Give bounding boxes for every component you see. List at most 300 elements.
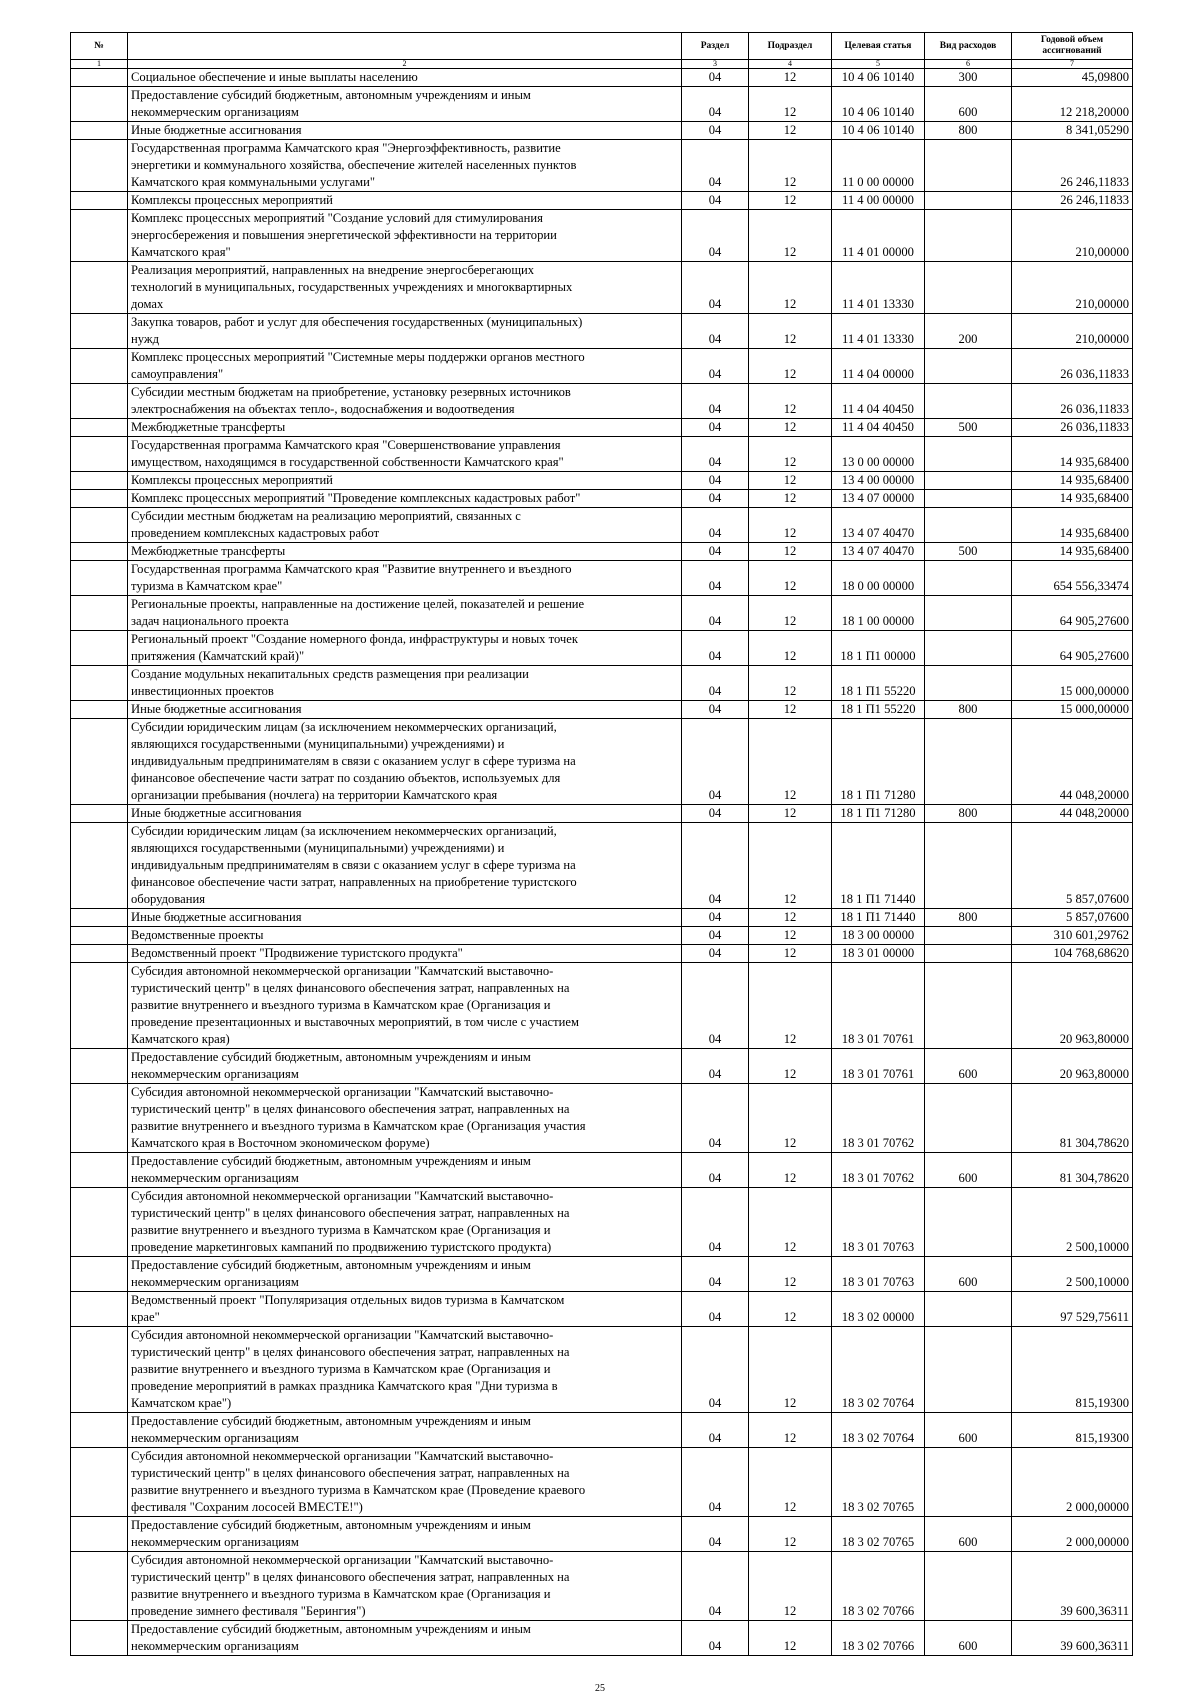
table-row (71, 262, 1133, 314)
subsection-cell: 12 (749, 490, 832, 508)
section-cell: 04 (682, 1049, 749, 1084)
header-annual-volume: Годовой объем ассигнований (1012, 33, 1133, 60)
item-name-cell: Иные бюджетные ассигнования (128, 122, 682, 140)
amount-cell: 14 935,68400 (1012, 543, 1133, 561)
row-number-cell (71, 1084, 128, 1153)
budget-allocation-table (70, 32, 1133, 1656)
table-row (71, 1448, 1133, 1517)
subsection-cell: 12 (749, 384, 832, 419)
item-name-cell: Межбюджетные трансферты (128, 419, 682, 437)
expense-type-cell (925, 1188, 1012, 1257)
amount-cell: 14 935,68400 (1012, 437, 1133, 472)
subsection-cell: 12 (749, 472, 832, 490)
table-row (71, 69, 1133, 87)
row-number-cell (71, 122, 128, 140)
target-article-cell: 18 1 П1 71280 (832, 719, 925, 805)
row-number-cell (71, 140, 128, 192)
row-number-cell (71, 508, 128, 543)
section-cell: 04 (682, 87, 749, 122)
table-row (71, 823, 1133, 909)
subsection-cell: 12 (749, 543, 832, 561)
amount-cell: 64 905,27600 (1012, 631, 1133, 666)
amount-cell: 81 304,78620 (1012, 1153, 1133, 1188)
amount-cell: 2 500,10000 (1012, 1188, 1133, 1257)
expense-type-cell (925, 1327, 1012, 1413)
target-article-cell: 13 4 00 00000 (832, 472, 925, 490)
expense-type-cell: 600 (925, 1517, 1012, 1552)
row-number-cell (71, 666, 128, 701)
section-cell: 04 (682, 631, 749, 666)
expense-type-cell: 200 (925, 314, 1012, 349)
target-article-cell: 10 4 06 10140 (832, 69, 925, 87)
expense-type-cell: 600 (925, 1257, 1012, 1292)
subsection-cell: 12 (749, 122, 832, 140)
subsection-cell: 12 (749, 1552, 832, 1621)
item-name-cell: Государственная программа Камчатского края "Энергоэффективность, развитие энергетики и коммунального хозяйства, обеспечение жителей населенных пунктов Камчатского края коммунальными услугами" (128, 140, 682, 192)
header-section: Раздел (682, 33, 749, 60)
target-article-cell: 18 3 02 70764 (832, 1327, 925, 1413)
item-name-cell: Субсидии юридическим лицам (за исключением некоммерческих организаций, являющихся государственными (муниципальными) учреждениями) и индивидуальным предпринимателям в связи с оказанием услуг в сфере туризма на финансовое обеспечение части затрат по созданию объектов, используемых для организации пребывания (ночлега) на территории Камчатского края (128, 719, 682, 805)
target-article-cell: 18 3 01 70763 (832, 1188, 925, 1257)
subsection-cell: 12 (749, 719, 832, 805)
section-cell: 04 (682, 262, 749, 314)
amount-cell: 12 218,20000 (1012, 87, 1133, 122)
target-article-cell: 18 3 02 70766 (832, 1621, 925, 1656)
amount-cell: 5 857,07600 (1012, 823, 1133, 909)
row-number-cell (71, 596, 128, 631)
item-name-cell: Субсидия автономной некоммерческой организации "Камчатский выставочно- туристический центр" в целях финансового обеспечения затрат, направленных на развитие внутреннего и въездного туризма в Камчатском крае (Организация и проведение презентационных и выставочных мероприятий, в том числе с участием Камчатского края) (128, 963, 682, 1049)
item-name-cell: Комплексы процессных мероприятий (128, 192, 682, 210)
amount-cell: 64 905,27600 (1012, 596, 1133, 631)
subsection-cell: 12 (749, 1188, 832, 1257)
item-name-cell: Субсидия автономной некоммерческой организации "Камчатский выставочно- туристический центр" в целях финансового обеспечения затрат, направленных на развитие внутреннего и въездного туризма в Камчатском крае (Организация и проведение маркетинговых кампаний по продвижению туристского продукта) (128, 1188, 682, 1257)
expense-type-cell (925, 472, 1012, 490)
target-article-cell: 11 4 01 13330 (832, 314, 925, 349)
section-cell: 04 (682, 945, 749, 963)
item-name-cell: Субсидии местным бюджетам на приобретение, установку резервных источников электроснабжения на объектах тепло-, водоснабжения и водоотведения (128, 384, 682, 419)
row-number-cell (71, 1448, 128, 1517)
target-article-cell: 18 1 П1 71440 (832, 909, 925, 927)
amount-cell: 97 529,75611 (1012, 1292, 1133, 1327)
row-number-cell (71, 927, 128, 945)
amount-cell: 5 857,07600 (1012, 909, 1133, 927)
table-row (71, 384, 1133, 419)
expense-type-cell (925, 192, 1012, 210)
target-article-cell: 11 4 04 00000 (832, 349, 925, 384)
section-cell: 04 (682, 490, 749, 508)
subsection-cell: 12 (749, 805, 832, 823)
item-name-cell: Региональный проект "Создание номерного фонда, инфраструктуры и новых точек притяжения (Камчатский край)" (128, 631, 682, 666)
amount-cell: 2 000,00000 (1012, 1517, 1133, 1552)
item-name-cell: Реализация мероприятий, направленных на внедрение энергосберегающих технологий в муниципальных, государственных учреждениях и многоквартирных домах (128, 262, 682, 314)
amount-cell: 44 048,20000 (1012, 719, 1133, 805)
row-number-cell (71, 1292, 128, 1327)
amount-cell: 26 036,11833 (1012, 384, 1133, 419)
target-article-cell: 11 4 01 00000 (832, 210, 925, 262)
section-cell: 04 (682, 1517, 749, 1552)
row-number-cell (71, 472, 128, 490)
section-cell: 04 (682, 561, 749, 596)
table-row (71, 349, 1133, 384)
item-name-cell: Комплексы процессных мероприятий (128, 472, 682, 490)
amount-cell: 20 963,80000 (1012, 963, 1133, 1049)
target-article-cell: 18 3 02 70765 (832, 1448, 925, 1517)
expense-type-cell (925, 666, 1012, 701)
table-row (71, 631, 1133, 666)
amount-cell: 44 048,20000 (1012, 805, 1133, 823)
expense-type-cell (925, 561, 1012, 596)
subsection-cell: 12 (749, 1084, 832, 1153)
item-name-cell: Предоставление субсидий бюджетным, автономным учреждениям и иным некоммерческим организациям (128, 1049, 682, 1084)
item-name-cell: Комплекс процессных мероприятий "Проведение комплексных кадастровых работ" (128, 490, 682, 508)
expense-type-cell: 800 (925, 909, 1012, 927)
subsection-cell: 12 (749, 1448, 832, 1517)
row-number-cell (71, 1153, 128, 1188)
col-number: 4 (749, 60, 832, 69)
expense-type-cell (925, 945, 1012, 963)
expense-type-cell: 800 (925, 122, 1012, 140)
subsection-cell: 12 (749, 631, 832, 666)
expense-type-cell (925, 631, 1012, 666)
table-row (71, 508, 1133, 543)
subsection-cell: 12 (749, 927, 832, 945)
table-row (71, 1049, 1133, 1084)
table-row (71, 963, 1133, 1049)
table-row (71, 1153, 1133, 1188)
row-number-cell (71, 631, 128, 666)
header-name (128, 33, 682, 60)
subsection-cell: 12 (749, 210, 832, 262)
table-row (71, 1188, 1133, 1257)
subsection-cell: 12 (749, 87, 832, 122)
expense-type-cell: 600 (925, 1621, 1012, 1656)
table-row (71, 192, 1133, 210)
expense-type-cell: 800 (925, 805, 1012, 823)
col-number: 7 (1012, 60, 1133, 69)
header-subsection: Подраздел (749, 33, 832, 60)
table-row (71, 490, 1133, 508)
table-row (71, 472, 1133, 490)
section-cell: 04 (682, 963, 749, 1049)
table-row (71, 122, 1133, 140)
table-row (71, 419, 1133, 437)
col-number: 3 (682, 60, 749, 69)
amount-cell: 14 935,68400 (1012, 472, 1133, 490)
amount-cell: 815,19300 (1012, 1413, 1133, 1448)
amount-cell: 15 000,00000 (1012, 666, 1133, 701)
subsection-cell: 12 (749, 945, 832, 963)
table-row (71, 1621, 1133, 1656)
section-cell: 04 (682, 1292, 749, 1327)
table-row (71, 543, 1133, 561)
target-article-cell: 18 1 П1 71440 (832, 823, 925, 909)
item-name-cell: Предоставление субсидий бюджетным, автономным учреждениям и иным некоммерческим организациям (128, 87, 682, 122)
expense-type-cell (925, 1292, 1012, 1327)
column-number-row (71, 60, 1133, 69)
row-number-cell (71, 805, 128, 823)
amount-cell: 26 246,11833 (1012, 192, 1133, 210)
target-article-cell: 11 4 04 40450 (832, 419, 925, 437)
row-number-cell (71, 909, 128, 927)
row-number-cell (71, 384, 128, 419)
section-cell: 04 (682, 508, 749, 543)
row-number-cell (71, 1257, 128, 1292)
col-number: 2 (128, 60, 682, 69)
row-number-cell (71, 945, 128, 963)
table-row (71, 909, 1133, 927)
subsection-cell: 12 (749, 1621, 832, 1656)
section-cell: 04 (682, 909, 749, 927)
amount-cell: 39 600,36311 (1012, 1552, 1133, 1621)
expense-type-cell: 600 (925, 1049, 1012, 1084)
section-cell: 04 (682, 1413, 749, 1448)
section-cell: 04 (682, 805, 749, 823)
target-article-cell: 11 4 00 00000 (832, 192, 925, 210)
item-name-cell: Предоставление субсидий бюджетным, автономным учреждениям и иным некоммерческим организациям (128, 1413, 682, 1448)
row-number-cell (71, 262, 128, 314)
item-name-cell: Предоставление субсидий бюджетным, автономным учреждениям и иным некоммерческим организациям (128, 1621, 682, 1656)
target-article-cell: 18 3 01 00000 (832, 945, 925, 963)
table-row (71, 666, 1133, 701)
expense-type-cell: 300 (925, 69, 1012, 87)
item-name-cell: Иные бюджетные ассигнования (128, 805, 682, 823)
section-cell: 04 (682, 596, 749, 631)
section-cell: 04 (682, 122, 749, 140)
row-number-cell (71, 1621, 128, 1656)
item-name-cell: Социальное обеспечение и иные выплаты населению (128, 69, 682, 87)
table-row (71, 437, 1133, 472)
expense-type-cell (925, 508, 1012, 543)
expense-type-cell (925, 719, 1012, 805)
table-row (71, 1257, 1133, 1292)
section-cell: 04 (682, 666, 749, 701)
expense-type-cell (925, 927, 1012, 945)
subsection-cell: 12 (749, 192, 832, 210)
table-row (71, 1292, 1133, 1327)
section-cell: 04 (682, 69, 749, 87)
table-body (71, 69, 1133, 1656)
subsection-cell: 12 (749, 666, 832, 701)
table-row (71, 140, 1133, 192)
table-row (71, 1517, 1133, 1552)
row-number-cell (71, 719, 128, 805)
expense-type-cell (925, 963, 1012, 1049)
subsection-cell: 12 (749, 1413, 832, 1448)
row-number-cell (71, 1552, 128, 1621)
expense-type-cell: 600 (925, 1153, 1012, 1188)
item-name-cell: Создание модульных некапитальных средств размещения при реализации инвестиционных проектов (128, 666, 682, 701)
amount-cell: 654 556,33474 (1012, 561, 1133, 596)
target-article-cell: 11 4 04 40450 (832, 384, 925, 419)
expense-type-cell (925, 349, 1012, 384)
amount-cell: 39 600,36311 (1012, 1621, 1133, 1656)
table-row (71, 1413, 1133, 1448)
item-name-cell: Предоставление субсидий бюджетным, автономным учреждениям и иным некоммерческим организациям (128, 1517, 682, 1552)
subsection-cell: 12 (749, 1517, 832, 1552)
subsection-cell: 12 (749, 561, 832, 596)
row-number-cell (71, 314, 128, 349)
target-article-cell: 13 0 00 00000 (832, 437, 925, 472)
row-number-cell (71, 1517, 128, 1552)
target-article-cell: 11 0 00 00000 (832, 140, 925, 192)
target-article-cell: 13 4 07 40470 (832, 508, 925, 543)
table-row (71, 596, 1133, 631)
expense-type-cell: 600 (925, 1413, 1012, 1448)
target-article-cell: 18 1 П1 55220 (832, 701, 925, 719)
amount-cell: 2 500,10000 (1012, 1257, 1133, 1292)
item-name-cell: Субсидия автономной некоммерческой организации "Камчатский выставочно- туристический центр" в целях финансового обеспечения затрат, направленных на развитие внутреннего и въездного туризма в Камчатском крае (Организация и проведение мероприятий в рамках праздника Камчатского края "Дни туризма в Камчатском крае") (128, 1327, 682, 1413)
section-cell: 04 (682, 1257, 749, 1292)
target-article-cell: 11 4 01 13330 (832, 262, 925, 314)
item-name-cell: Иные бюджетные ассигнования (128, 701, 682, 719)
col-number: 5 (832, 60, 925, 69)
amount-cell: 14 935,68400 (1012, 490, 1133, 508)
section-cell: 04 (682, 314, 749, 349)
amount-cell: 14 935,68400 (1012, 508, 1133, 543)
section-cell: 04 (682, 1084, 749, 1153)
row-number-cell (71, 1188, 128, 1257)
row-number-cell (71, 192, 128, 210)
row-number-cell (71, 87, 128, 122)
table-header (71, 33, 1133, 69)
row-number-cell (71, 823, 128, 909)
subsection-cell: 12 (749, 140, 832, 192)
section-cell: 04 (682, 384, 749, 419)
table-row (71, 561, 1133, 596)
header-num: № (71, 33, 128, 60)
amount-cell: 26 036,11833 (1012, 419, 1133, 437)
target-article-cell: 13 4 07 40470 (832, 543, 925, 561)
section-cell: 04 (682, 543, 749, 561)
subsection-cell: 12 (749, 596, 832, 631)
section-cell: 04 (682, 719, 749, 805)
section-cell: 04 (682, 1153, 749, 1188)
item-name-cell: Предоставление субсидий бюджетным, автономным учреждениям и иным некоммерческим организациям (128, 1153, 682, 1188)
section-cell: 04 (682, 192, 749, 210)
section-cell: 04 (682, 210, 749, 262)
row-number-cell (71, 561, 128, 596)
subsection-cell: 12 (749, 1292, 832, 1327)
row-number-cell (71, 1413, 128, 1448)
page-number: 25 (595, 1683, 605, 1694)
target-article-cell: 18 3 02 00000 (832, 1292, 925, 1327)
row-number-cell (71, 419, 128, 437)
amount-cell: 210,00000 (1012, 314, 1133, 349)
subsection-cell: 12 (749, 1049, 832, 1084)
item-name-cell: Субсидия автономной некоммерческой организации "Камчатский выставочно- туристический центр" в целях финансового обеспечения затрат, направленных на развитие внутреннего и въездного туризма в Камчатском крае (Проведение краевого фестиваля "Сохраним лососей ВМЕСТЕ!") (128, 1448, 682, 1517)
row-number-cell (71, 1049, 128, 1084)
item-name-cell: Предоставление субсидий бюджетным, автономным учреждениям и иным некоммерческим организациям (128, 1257, 682, 1292)
subsection-cell: 12 (749, 823, 832, 909)
subsection-cell: 12 (749, 963, 832, 1049)
table-row (71, 210, 1133, 262)
row-number-cell (71, 210, 128, 262)
subsection-cell: 12 (749, 437, 832, 472)
budget-table-container (70, 32, 1132, 1656)
target-article-cell: 10 4 06 10140 (832, 87, 925, 122)
section-cell: 04 (682, 140, 749, 192)
subsection-cell: 12 (749, 1257, 832, 1292)
item-name-cell: Иные бюджетные ассигнования (128, 909, 682, 927)
item-name-cell: Субсидии местным бюджетам на реализацию мероприятий, связанных с проведением комплексных кадастровых работ (128, 508, 682, 543)
subsection-cell: 12 (749, 701, 832, 719)
target-article-cell: 18 3 02 70764 (832, 1413, 925, 1448)
target-article-cell: 18 1 00 00000 (832, 596, 925, 631)
header-target-article: Целевая статья (832, 33, 925, 60)
expense-type-cell: 500 (925, 419, 1012, 437)
table-row (71, 1327, 1133, 1413)
expense-type-cell: 500 (925, 543, 1012, 561)
item-name-cell: Государственная программа Камчатского края "Совершенствование управления имуществом, находящимся в государственной собственности Камчатского края" (128, 437, 682, 472)
expense-type-cell (925, 1084, 1012, 1153)
subsection-cell: 12 (749, 508, 832, 543)
item-name-cell: Комплекс процессных мероприятий "Создание условий для стимулирования энергосбережения и повышения энергетической эффективности на территории Камчатского края" (128, 210, 682, 262)
row-number-cell (71, 701, 128, 719)
expense-type-cell (925, 490, 1012, 508)
subsection-cell: 12 (749, 349, 832, 384)
row-number-cell (71, 69, 128, 87)
amount-cell: 104 768,68620 (1012, 945, 1133, 963)
subsection-cell: 12 (749, 1327, 832, 1413)
item-name-cell: Субсидия автономной некоммерческой организации "Камчатский выставочно- туристический центр" в целях финансового обеспечения затрат, направленных на развитие внутреннего и въездного туризма в Камчатском крае (Организация участия Камчатского края в Восточном экономическом форуме) (128, 1084, 682, 1153)
section-cell: 04 (682, 419, 749, 437)
item-name-cell: Закупка товаров, работ и услуг для обеспечения государственных (муниципальных) нужд (128, 314, 682, 349)
row-number-cell (71, 963, 128, 1049)
amount-cell: 20 963,80000 (1012, 1049, 1133, 1084)
item-name-cell: Государственная программа Камчатского края "Развитие внутреннего и въездного туризма в Камчатском крае" (128, 561, 682, 596)
section-cell: 04 (682, 472, 749, 490)
table-row (71, 805, 1133, 823)
target-article-cell: 13 4 07 00000 (832, 490, 925, 508)
expense-type-cell (925, 437, 1012, 472)
expense-type-cell (925, 384, 1012, 419)
item-name-cell: Межбюджетные трансферты (128, 543, 682, 561)
target-article-cell: 18 1 П1 00000 (832, 631, 925, 666)
header-expense-type: Вид расходов (925, 33, 1012, 60)
target-article-cell: 18 3 02 70765 (832, 1517, 925, 1552)
row-number-cell (71, 437, 128, 472)
expense-type-cell: 600 (925, 87, 1012, 122)
target-article-cell: 18 3 01 70761 (832, 963, 925, 1049)
amount-cell: 310 601,29762 (1012, 927, 1133, 945)
expense-type-cell (925, 210, 1012, 262)
expense-type-cell (925, 596, 1012, 631)
expense-type-cell (925, 1448, 1012, 1517)
item-name-cell: Ведомственный проект "Популяризация отдельных видов туризма в Камчатском крае" (128, 1292, 682, 1327)
row-number-cell (71, 490, 128, 508)
amount-cell: 815,19300 (1012, 1327, 1133, 1413)
amount-cell: 8 341,05290 (1012, 122, 1133, 140)
target-article-cell: 18 3 01 70761 (832, 1049, 925, 1084)
section-cell: 04 (682, 927, 749, 945)
expense-type-cell (925, 262, 1012, 314)
table-row (71, 945, 1133, 963)
amount-cell: 26 246,11833 (1012, 140, 1133, 192)
row-number-cell (71, 349, 128, 384)
section-cell: 04 (682, 1327, 749, 1413)
table-row (71, 1552, 1133, 1621)
target-article-cell: 18 3 01 70762 (832, 1084, 925, 1153)
amount-cell: 26 036,11833 (1012, 349, 1133, 384)
row-number-cell (71, 1327, 128, 1413)
item-name-cell: Ведомственные проекты (128, 927, 682, 945)
item-name-cell: Региональные проекты, направленные на достижение целей, показателей и решение задач национального проекта (128, 596, 682, 631)
target-article-cell: 18 3 01 70762 (832, 1153, 925, 1188)
subsection-cell: 12 (749, 1153, 832, 1188)
target-article-cell: 18 1 П1 55220 (832, 666, 925, 701)
table-row (71, 1084, 1133, 1153)
item-name-cell: Субсидии юридическим лицам (за исключением некоммерческих организаций, являющихся государственными (муниципальными) учреждениями) и индивидуальным предпринимателям в связи с оказанием услуг в сфере туризма на финансовое обеспечение части затрат, направленных на приобретение туристского оборудования (128, 823, 682, 909)
